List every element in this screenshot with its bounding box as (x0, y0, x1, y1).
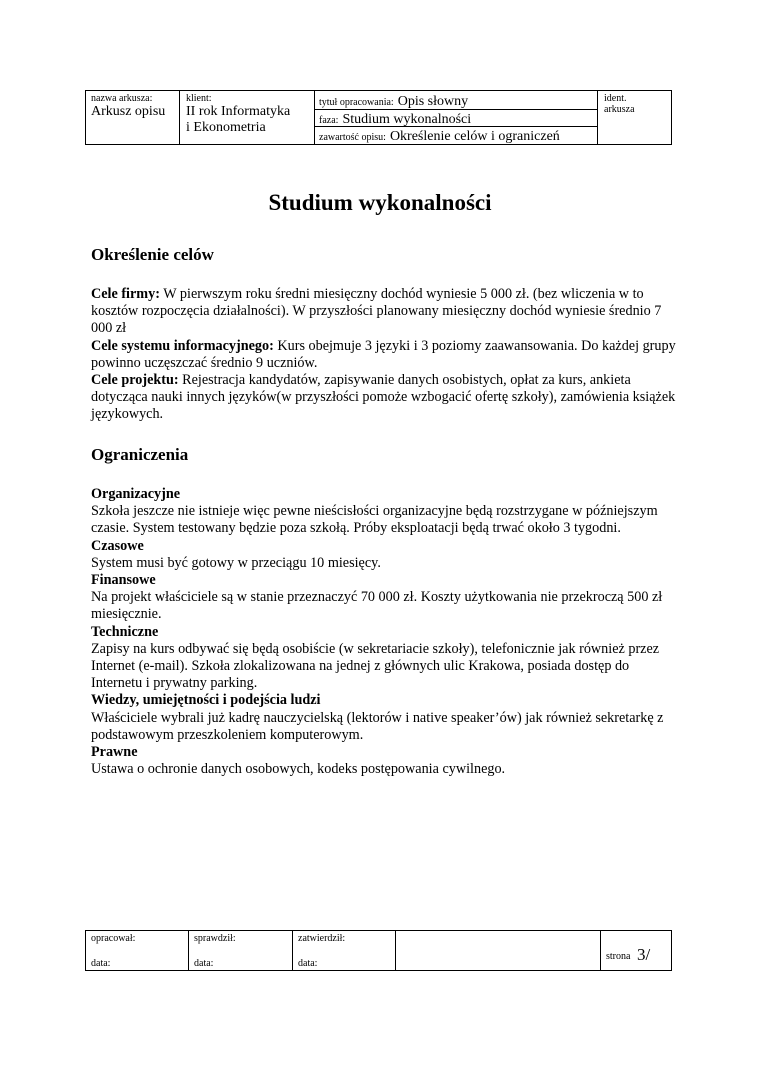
system-goals-text: Kurs obejmuje 3 języki i 3 poziomy zaawansowania. Do każdej grupy powinno uczęszczać średnio 9 uczniów. (91, 337, 676, 371)
header-table (85, 90, 672, 145)
system-goals-label: Cele systemu informacyjnego: (91, 337, 274, 354)
title-phase-cell (315, 91, 598, 144)
title-value: Opis słowny (397, 94, 469, 109)
checked-date-label: data: (194, 958, 214, 969)
client-value-line1: II rok Informatyka (186, 104, 291, 119)
constraint-label: Prawne (91, 744, 138, 761)
constraint-text: Zapisy na kurs odbywać się będą osobiście (w sekretariacie szkoły), telefonicznie jak również przez Internet (e-mail). Szkoła zlokalizowana na jednej z głównych ulic Krakowa, posiada dostęp do Internetu i prywatny parking. (91, 640, 660, 692)
constraint-text: Szkoła jeszcze nie istnieje więc pewne nieścisłości organizacyjne będą rozstrzygane w późniejszym czasie. System testowany będzie poza szkołą. Próby eksploatacji będą trwać około 3 tygodni. (91, 503, 658, 537)
constraint-label: Wiedzy, umiejętności i podejścia ludzi (91, 692, 321, 709)
contents-label: zawartość opisu: (319, 132, 386, 143)
ident-label-line2: arkusza (604, 104, 635, 115)
empty-cell (396, 931, 601, 970)
constraint-text: System musi być gotowy w przeciągu 10 miesięcy. (91, 554, 381, 571)
title-row (315, 91, 597, 110)
client-cell (180, 91, 315, 144)
client-value-line2: i Ekonometria (186, 120, 266, 135)
checked-cell (189, 931, 293, 970)
system-goals (91, 338, 681, 372)
sheet-name-label: nazwa arkusza: (91, 93, 153, 104)
prepared-label: opracował: (91, 933, 136, 944)
constraint-text: Na projekt właściciele są w stanie przeznaczyć 70 000 zł. Koszty użytkowania nie przekroczą 500 zł miesięcznie. (91, 589, 663, 623)
firm-goals (91, 286, 681, 338)
checked-label: sprawdził: (194, 933, 236, 944)
prepared-cell (86, 931, 189, 970)
phase-value: Studium wykonalności (342, 112, 472, 127)
sheet-name-cell (86, 91, 180, 144)
constraint-label: Techniczne (91, 623, 159, 640)
constraint-text: Ustawa o ochronie danych osobowych, kodeks postępowania cywilnego. (91, 761, 506, 778)
section-constraints-heading: Ograniczenia (91, 445, 189, 464)
sheet-name-value: Arkusz opisu (91, 104, 166, 119)
goals-body (91, 286, 681, 424)
constraints-body (91, 486, 681, 778)
constraint-label: Finansowe (91, 572, 156, 589)
ident-cell (598, 91, 671, 144)
phase-row (315, 110, 597, 127)
constraint-label: Czasowe (91, 537, 144, 554)
footer-table (85, 930, 672, 971)
client-label: klient: (186, 93, 212, 104)
ident-label-line1: ident. (604, 93, 627, 104)
document-title: Studium wykonalności (268, 190, 492, 215)
phase-label: faza: (319, 115, 339, 126)
constraint-label: Organizacyjne (91, 486, 181, 502)
constraint-text: Właściciele wybrali już kadrę nauczycielską (lektorów i native speaker’ów) jak również sekretarkę z podstawowym przeszkoleniem komputerowym. (91, 709, 664, 743)
project-goals (91, 372, 681, 424)
approved-label: zatwierdził: (298, 933, 346, 944)
page-value: 3/ (637, 945, 651, 964)
contents-value: Określenie celów i ograniczeń (389, 129, 560, 144)
page-number-cell (601, 931, 671, 970)
contents-row (315, 127, 597, 144)
firm-goals-text: W pierwszym roku średni miesięczny dochód wyniesie 5 000 zł. (bez wliczenia w to kosztów rozpoczęcia działalności). W przyszłości planowany miesięczny dochód wyniesie średnio 7 000 zł (91, 286, 662, 337)
approved-date-label: data: (298, 958, 318, 969)
firm-goals-label: Cele firmy: (91, 286, 160, 302)
page-label: strona (606, 951, 631, 962)
title-label: tytuł opracowania: (319, 97, 394, 108)
project-goals-text: Rejestracja kandydatów, zapisywanie danych osobistych, opłat za kurs, ankieta dotycząca nauki innych języków(w przyszłości pomoże wzbogacić ofertę szkoły), zamówienia książek językowych. (91, 372, 676, 423)
approved-cell (293, 931, 396, 970)
prepared-date-label: data: (91, 958, 111, 969)
project-goals-label: Cele projektu: (91, 372, 179, 389)
section-goals-heading: Określenie celów (91, 245, 214, 264)
